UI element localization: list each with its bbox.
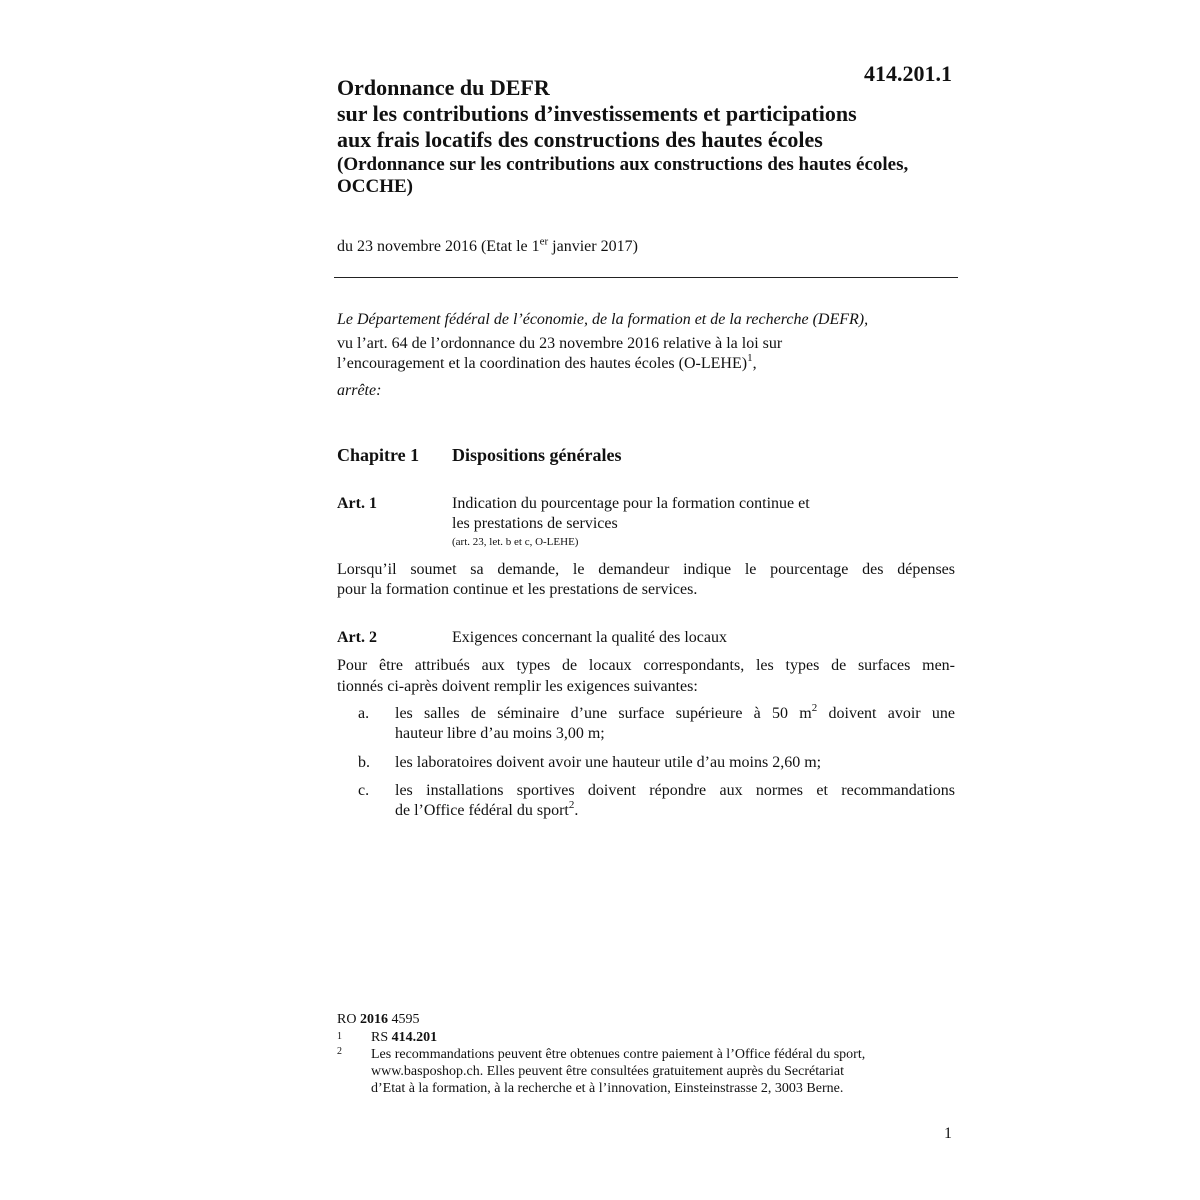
preamble-department: Le Département fédéral de l’économie, de la formation et de la recherche (DEFR), — [337, 311, 869, 328]
date-suffix: janvier 2017) — [548, 238, 638, 255]
list-item-a-suffix: doivent avoir une — [817, 705, 955, 722]
article-2-number: Art. 2 — [337, 629, 377, 646]
document-subtitle — [337, 154, 957, 198]
title-line-2: sur les contributions d’investissements et participations — [337, 101, 857, 126]
subtitle-line-1: (Ordonnance sur les contributions aux constructions des hautes écoles, — [337, 154, 909, 175]
footnote-2-marker: 2 — [337, 1046, 342, 1057]
date-line — [337, 237, 638, 257]
footnote-2-line-1: Les recommandations peuvent être obtenues contre paiement à l’Office fédéral du sport, — [371, 1047, 866, 1062]
chapter-title: Dispositions générales — [452, 445, 622, 465]
header-divider — [334, 277, 958, 278]
list-item-c-suffix: . — [574, 802, 579, 819]
footnote-2-line-3: d’Etat à la formation, à la recherche et à l’innovation, Einsteinstrasse 2, 3003 Berne. — [371, 1081, 844, 1096]
list-item-c-marker: c. — [358, 782, 370, 799]
title-line-3: aux frais locatifs des constructions des hautes écoles — [337, 127, 823, 152]
date-prefix: du 23 novembre 2016 (Etat le 1 — [337, 238, 540, 255]
sr-number: 414.201.1 — [864, 61, 952, 86]
preamble-vu-line-1: vu l’art. 64 de l’ordonnance du 23 novembre 2016 relative à la loi sur — [337, 335, 783, 352]
chapter-number: Chapitre 1 — [337, 445, 420, 465]
list-item-b-line-1: les laboratoires doivent avoir une hauteur utile d’au moins 2,60 m; — [395, 754, 822, 771]
article-1-title-line-2: les prestations de services — [452, 515, 618, 532]
document-title — [337, 75, 957, 153]
list-item-a-sup: 2 — [811, 701, 818, 714]
article-2-title: Exigences concernant la qualité des locaux — [452, 629, 727, 646]
ro-year: 2016 — [359, 1012, 388, 1027]
list-item-a-line-2: hauteur libre d’au moins 3,00 m; — [395, 725, 605, 742]
footnote-1-prefix: RS — [371, 1030, 389, 1045]
list-item-a-line-1 — [395, 701, 955, 724]
article-1-body-line-2: pour la formation continue et les prestations de services. — [337, 581, 698, 598]
ro-page: 4595 — [391, 1012, 420, 1027]
article-1-reference: (art. 23, let. b et c, O-LEHE) — [452, 536, 579, 548]
footnote-1-marker: 1 — [337, 1031, 342, 1042]
preamble-vu-text: l’encouragement et la coordination des hautes écoles (O-LEHE) — [337, 355, 748, 372]
preamble-vu-end: , — [752, 355, 757, 372]
ro-prefix: RO — [337, 1012, 357, 1027]
article-1-number: Art. 1 — [337, 495, 377, 512]
article-1-body-line-1: Lorsqu’il soumet sa demande, le demandeur indique le pourcentage des dépenses — [337, 561, 955, 578]
preamble-vu-line-2 — [337, 351, 955, 374]
footnote-ref-2[interactable]: 2 — [568, 798, 575, 811]
list-item-c-prefix: de l’Office fédéral du sport — [395, 802, 569, 819]
list-item-b-marker: b. — [358, 754, 370, 771]
date-superscript: er — [539, 235, 549, 248]
list-item-a-marker: a. — [358, 705, 370, 722]
subtitle-line-2: OCCHE) — [337, 176, 413, 197]
list-item-c-line-2 — [395, 798, 955, 821]
article-2-body-line-1: Pour être attribués aux types de locaux correspondants, les types de surfaces men- — [337, 657, 955, 674]
title-line-1: Ordonnance du DEFR — [337, 75, 550, 100]
footnote-1-text — [371, 1030, 437, 1046]
page-number: 1 — [944, 1125, 952, 1142]
list-item-a-prefix: les salles de séminaire d’une surface supérieure à 50 m — [395, 705, 812, 722]
article-2-body-line-2: tionnés ci-après doivent remplir les exigences suivantes: — [337, 678, 698, 695]
footnote-2-line-2: www.basposhop.ch. Elles peuvent être consultées gratuitement auprès du Secrétariat — [371, 1064, 844, 1079]
preamble-arrete: arrête: — [337, 382, 382, 399]
footnote-ref-1[interactable]: 1 — [747, 351, 753, 364]
article-1-title-line-1: Indication du pourcentage pour la formation continue et — [452, 495, 810, 512]
ro-reference — [337, 1012, 419, 1028]
footnote-1-number: 414.201 — [391, 1030, 438, 1045]
list-item-c-line-1: les installations sportives doivent répondre aux normes et recommandations — [395, 782, 955, 799]
